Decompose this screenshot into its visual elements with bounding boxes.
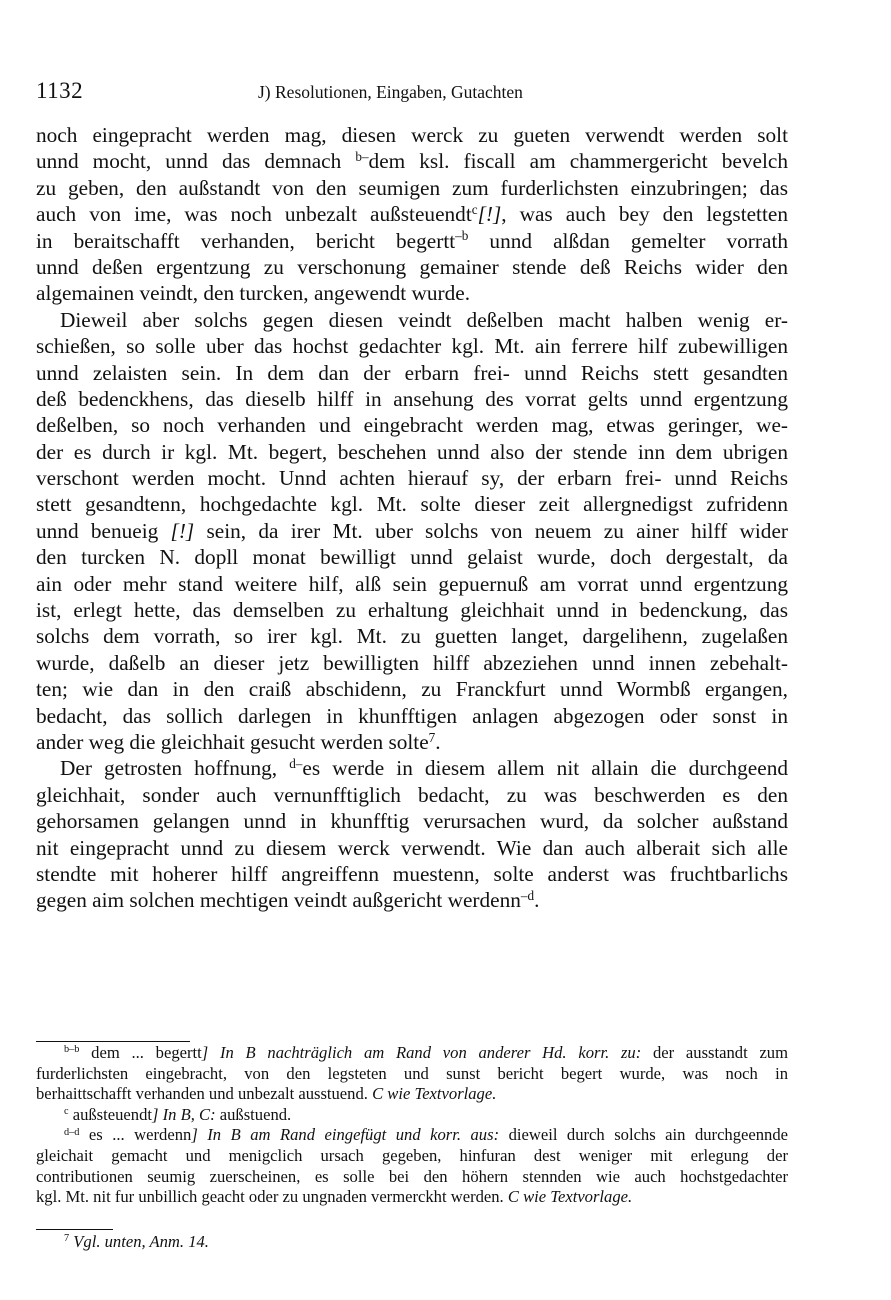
text-line [36, 175, 788, 201]
note-marker: 7 [428, 729, 436, 745]
note-text: kgl. Mt. nit fur unbillich geacht oder zu ungnaden vermerckht werden. [36, 1187, 508, 1207]
text-line [36, 544, 788, 570]
line-text: unnd benueig [36, 518, 171, 543]
line-text: stendte mit hoherer hilff angreiffenn muestenn, solte anderst was fruchtbarlichs [36, 861, 788, 886]
text-line [36, 254, 788, 280]
text-line [36, 703, 788, 729]
note-text: dieweil durch solchs ain durchgeennde [499, 1125, 789, 1145]
note-line [36, 1167, 788, 1188]
text-line [36, 360, 788, 386]
note-text: berhaittschafft verhanden und unbezalt ausstuend. [36, 1084, 373, 1104]
note-text: contributionen seumig zuerscheinen, es solle bei den höhern stennden wie auch hochstgedachter [36, 1166, 788, 1186]
text-line [36, 676, 788, 702]
editorial-comment: ] In B, C: [152, 1104, 216, 1124]
note-marker: –b [455, 228, 469, 244]
footnote-rule [36, 1229, 113, 1230]
text-critical-apparatus [36, 1043, 788, 1208]
text-line [36, 808, 788, 834]
line-text: , was auch bey den legstetten [501, 202, 788, 227]
line-text: unnd deßen ergentzung zu verschonung gemainer stende deß Reichs wider den [36, 254, 788, 279]
line-text: schießen, so solle uber das hochst gedachter kgl. Mt. ain ferrere hilf zubewilligen [36, 334, 788, 359]
text-line [36, 861, 788, 887]
line-text: dem ksl. fiscall am chammergericht bevelch [368, 149, 788, 174]
editorial-mark: [!] [170, 518, 195, 543]
line-text: . [534, 888, 540, 913]
text-line [36, 571, 788, 597]
page-number: 1132 [36, 78, 84, 103]
note-marker: d–d [64, 1126, 80, 1138]
text-line [36, 228, 788, 254]
line-text: ander weg die gleichhait gesucht werden solte [36, 729, 429, 754]
line-text: deßelben, so noch verhanden und eingebracht werden mag, etwas geringer, we- [36, 413, 788, 438]
editorial-comment: C wie Textvorlage. [372, 1084, 497, 1104]
note-marker: c [471, 201, 478, 217]
text-line [36, 729, 788, 755]
line-text: Der getrosten hoffnung, [60, 756, 290, 781]
line-text: unnd alßdan gemelter vorrath [468, 228, 789, 253]
apparatus-rule [36, 1041, 190, 1042]
note-marker: d– [289, 756, 303, 772]
line-text: gleichhait, sonder auch vernunfftiglich bedacht, zu was beschwerden es den [36, 782, 788, 807]
note-line [36, 1043, 788, 1064]
note-line [36, 1187, 788, 1208]
line-text: den turcken N. dopll monat bewilligt unnd gelaist wurde, doch dergestalt, da [36, 545, 788, 570]
line-text: nit eingepracht unnd zu diesem werck verwendt. Wie dan auch alberait sich alle [36, 835, 788, 860]
line-text: gehorsamen gelangen unnd in khunfftig verursachen wurd, da solcher außstand [36, 809, 788, 834]
line-text: solchs dem vorrath, so irer kgl. Mt. zu guetten langet, dargelihenn, zugelaßen [36, 624, 788, 649]
note-text: es ... werdenn [79, 1125, 192, 1145]
text-line [36, 465, 788, 491]
text-line [36, 122, 788, 148]
editorial-comment: ] In B nachträglich am Rand von anderer Hd. korr. zu: [201, 1043, 642, 1062]
text-line [36, 518, 788, 544]
page-header [36, 78, 788, 106]
line-text: es werde in diesem allem nit allain die durchgeend [302, 756, 788, 781]
note-text: furderlichsten eingebracht, von den legsteten und sunst bericht begert wurde, was noch in [36, 1063, 788, 1083]
line-text: deß bedenckhens, das dieselb hilff in ansehung des vorrat gelts unnd ergentzung [36, 386, 788, 411]
text-line [36, 835, 788, 861]
line-text: gegen aim solchen mechtigen veindt außgericht werdenn [36, 888, 521, 913]
line-text: . [435, 729, 441, 754]
line-text: wurde, daßelb an dieser jetz bewilligten hilff abzeziehen unnd innen zebehalt- [36, 650, 788, 675]
note-line [36, 1146, 788, 1167]
note-text: außsteuendt [68, 1104, 152, 1124]
line-text: bedacht, das sollich darlegen in khunfftigen anlagen abgezogen oder sonst in [36, 703, 788, 728]
editorial-comment: Vgl. unten, Anm. 14. [69, 1232, 209, 1251]
editorial-comment: C wie Textvorlage. [507, 1187, 633, 1207]
line-text: ten; wie dan in den craiß abschidenn, zu Franckfurt unnd Wormbß ergangen, [36, 677, 788, 702]
note-line [36, 1125, 788, 1146]
note-line [36, 1105, 788, 1126]
line-text: stett gesandtenn, hochgedachte kgl. Mt. solte dieser zeit allergnedigst zufridenn [36, 492, 788, 517]
note-marker: c [64, 1106, 69, 1118]
line-text: in beraitschafft verhanden, bericht begertt [36, 228, 456, 253]
note-text: gleichait gemacht und menigclich ursach gegeben, hinfuran dest weniger mit erlegung der [36, 1145, 788, 1165]
note-marker: b–b [64, 1044, 80, 1056]
text-line [36, 412, 788, 438]
note-line [36, 1064, 788, 1085]
text-line [36, 491, 788, 517]
main-text [36, 122, 788, 914]
note-text: der ausstandt zum [641, 1043, 789, 1062]
text-line [36, 201, 788, 227]
text-line [36, 887, 788, 913]
text-line [36, 333, 788, 359]
line-text: noch eingepracht werden mag, diesen werck zu gueten verwendt werden solt [36, 123, 788, 147]
text-line [36, 650, 788, 676]
editorial-comment: ] In B am Rand eingefügt und korr. aus: [191, 1125, 500, 1145]
line-text: ist, erlegt hette, das demselben zu erhaltung gleichhait unnd in bedenckung, das [36, 598, 788, 623]
line-text: unnd mocht, unnd das demnach [36, 149, 356, 174]
note-line [36, 1232, 788, 1253]
text-line [36, 623, 788, 649]
text-line [36, 280, 788, 306]
text-line [36, 597, 788, 623]
line-text: zu geben, den außstandt von den seumigen zum furderlichsten einzubringen; das [36, 175, 788, 200]
note-marker: b– [355, 149, 369, 165]
line-text: der es durch ir kgl. Mt. begert, beschehen unnd also der stende inn dem ubrigen [36, 439, 788, 464]
line-text: ain oder mehr stand weitere hilf, alß sein gepuernuß am vorrat unnd ergentzung [36, 571, 788, 596]
line-text: verschont werden mocht. Unnd achten hierauf sy, der erbarn frei- unnd Reichs [36, 466, 788, 491]
text-line [36, 386, 788, 412]
line-text: algemainen veindt, den turcken, angewendt wurde. [36, 281, 471, 306]
note-text: außstuend. [215, 1104, 292, 1124]
line-text: Dieweil aber solchs gegen diesen veindt deßelben macht halben wenig er- [60, 307, 788, 332]
text-line [36, 307, 788, 333]
line-text: unnd zelaisten sein. In dem dan der erbarn frei- unnd Reichs stett gesandten [36, 360, 788, 385]
note-marker: –d [520, 888, 535, 904]
text-line [36, 755, 788, 781]
line-text: sein, da irer Mt. uber solchs von neuem zu ainer hilff wider [194, 518, 788, 543]
text-line [36, 782, 788, 808]
footnotes [36, 1232, 788, 1253]
note-marker: 7 [64, 1233, 70, 1245]
text-line [36, 439, 788, 465]
note-line [36, 1084, 788, 1105]
text-line [36, 148, 788, 174]
running-head: J) Resolutionen, Eingaben, Gutachten [258, 82, 523, 102]
note-text: dem ... begertt [79, 1043, 202, 1062]
line-text: auch von ime, was noch unbezalt außsteuendt [36, 202, 472, 227]
editorial-mark: [!] [477, 202, 502, 227]
